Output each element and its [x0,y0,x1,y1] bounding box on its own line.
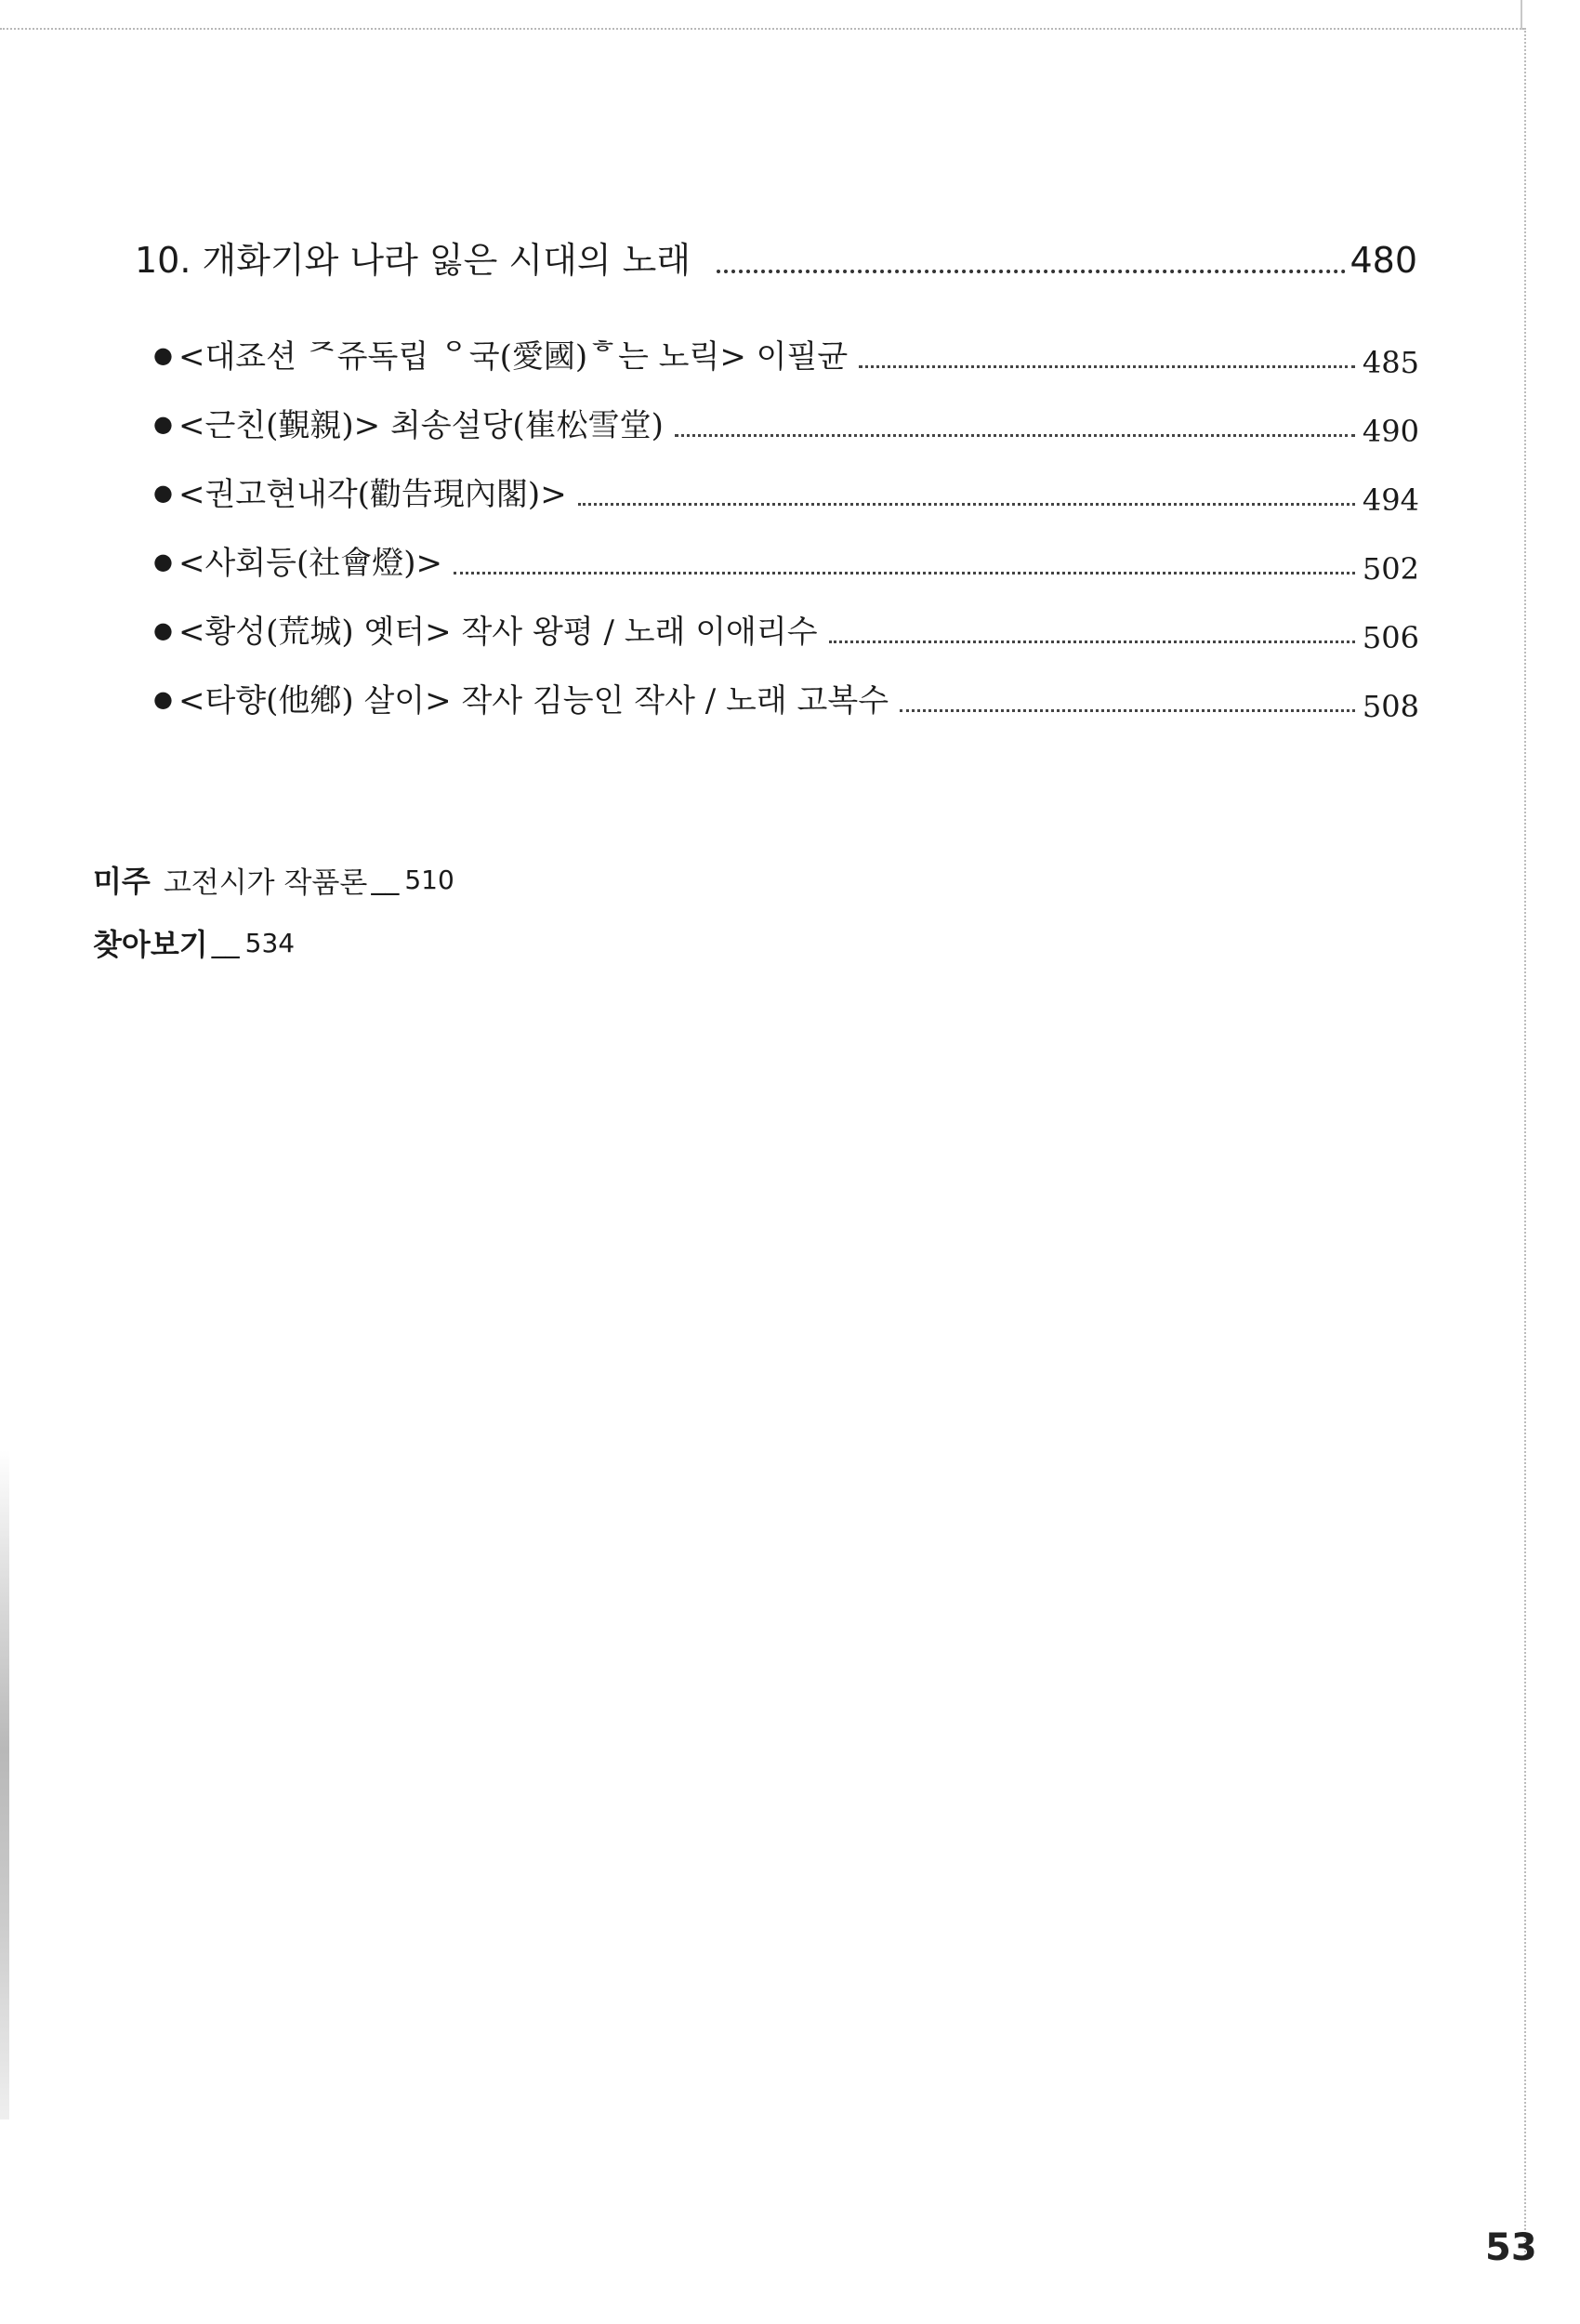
toc-entry-title: <대죠션 ᄌ쥬독립 ᄋ국(愛國)ᄒ는 노릭> 이필균 [178,338,849,376]
dot-leader [578,503,1355,506]
chapter-title: 10. 개화기와 나라 잃은 시대의 노래 [135,240,691,281]
toc-entry-page: 485 [1362,345,1419,380]
chapter-heading [135,232,1417,288]
dot-leader [717,270,1346,273]
toc-entry-page: 506 [1362,620,1419,655]
page-top-dotted-border [0,28,1524,30]
toc-entry [153,454,1419,522]
bullet-icon: ● [153,617,173,643]
toc-entry [153,591,1419,660]
dot-leader [829,640,1355,643]
index-page-number: 534 [244,927,296,958]
dot-leader [675,434,1355,437]
scan-edge-shadow [0,1450,9,2119]
bullet-icon: ● [153,480,173,506]
toc-entry-list [153,316,1419,729]
toc-entry-title: <근친(覲親)> 최송설당(崔松雪堂) [178,407,664,444]
toc-entry [153,385,1419,454]
toc-entry-title: <사회등(社會燈)> [178,545,442,582]
toc-entry-page: 490 [1362,414,1419,449]
page-corner-tick [1521,0,1522,30]
dot-leader [859,365,1355,368]
back-matter-list [93,848,454,974]
toc-entry [153,522,1419,591]
bullet-icon: ● [153,342,173,368]
toc-entry-title: <타향(他鄕) 살이> 작사 김능인 작사 / 노래 고복수 [178,682,889,720]
toc-entry-page: 508 [1362,689,1419,724]
toc-entry-title: <권고현내각(勸告現內閣)> [178,476,567,513]
toc-entry [153,660,1419,729]
back-matter-notes [93,848,454,911]
page-folio-number: 53 [1485,2226,1537,2269]
chapter-page-number: 480 [1350,240,1417,281]
toc-entry-page: 494 [1362,482,1419,518]
back-matter-index [93,911,454,974]
index-label: 찾아보기 [93,927,208,962]
notes-separator: __ [371,863,400,896]
notes-label: 미주 [93,864,151,899]
bullet-icon: ● [153,411,173,437]
index-separator: __ [211,926,240,959]
toc-entry-page: 502 [1362,551,1419,587]
toc-entry-title: <황성(荒城) 옛터> 작사 왕평 / 노래 이애리수 [178,614,818,651]
page-right-dotted-border [1524,28,1526,2259]
notes-subtitle: 고전시가 작품론 [163,865,368,900]
toc-entry [153,316,1419,385]
dot-leader [454,572,1355,574]
dot-leader [900,709,1355,712]
bullet-icon: ● [153,548,173,574]
notes-page-number: 510 [404,864,454,895]
bullet-icon: ● [153,686,173,712]
